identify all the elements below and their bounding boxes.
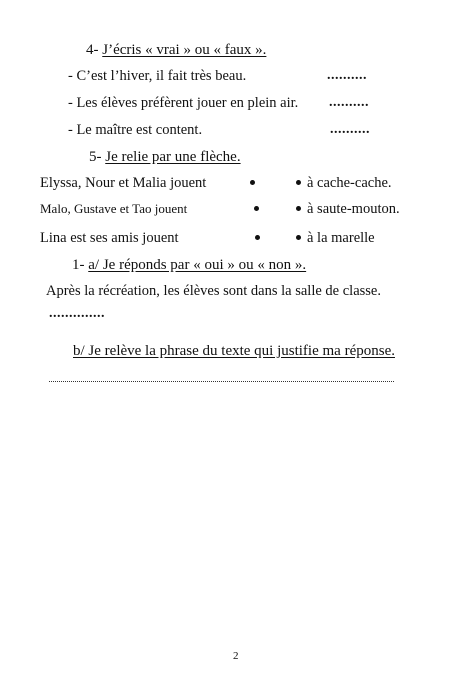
match-right-dot-3[interactable]: [296, 235, 301, 240]
match-right-item-3: à la marelle: [307, 230, 375, 246]
match-left-dot-1[interactable]: [250, 180, 255, 185]
match-left-item-1: Elyssa, Nour et Malia jouent: [40, 175, 207, 191]
statement-2-answer-blank[interactable]: ..........: [329, 95, 369, 110]
exercise-4-number: 4-: [86, 42, 103, 58]
exercise-1b-heading: [73, 342, 395, 360]
match-right-item-2: à saute-mouton.: [307, 201, 400, 217]
exercise-1-statement: Après la récréation, les élèves sont dans la salle de classe.: [46, 283, 381, 299]
statement-1-answer-blank[interactable]: ..........: [327, 68, 367, 83]
exercise-4-heading: [86, 41, 266, 59]
match-left-item-3: Lina est ses amis jouent: [40, 230, 179, 246]
page-number: 2: [233, 650, 239, 662]
statement-1: - C’est l’hiver, il fait très beau.: [68, 68, 247, 84]
match-left-item-2: Malo, Gustave et Tao jouent: [40, 201, 188, 216]
match-left-dot-2[interactable]: [254, 206, 259, 211]
statement-3: - Le maître est content.: [68, 122, 203, 138]
match-right-item-1: à cache-cache.: [307, 175, 392, 191]
exercise-1a-instruction: a/ Je réponds par « oui » ou « non ».: [88, 257, 307, 273]
exercise-1a-heading: [72, 256, 306, 274]
statement-3-answer-blank[interactable]: ..........: [330, 122, 370, 137]
exercise-1-answer-blank[interactable]: ..............: [49, 306, 105, 321]
exercise-5-heading: [89, 148, 241, 166]
exercise-4-instruction: J’écris « vrai » ou « faux ».: [102, 42, 267, 58]
answer-dotted-line[interactable]: [49, 381, 394, 382]
match-right-dot-1[interactable]: [296, 180, 301, 185]
exercise-5-number: 5-: [89, 149, 106, 165]
match-right-dot-2[interactable]: [296, 206, 301, 211]
statement-2: - Les élèves préfèrent jouer en plein air.: [68, 95, 299, 111]
match-left-dot-3[interactable]: [255, 235, 260, 240]
exercise-5-instruction: Je relie par une flèche.: [105, 149, 241, 165]
exercise-1b-instruction: b/ Je relève la phrase du texte qui justifie ma réponse.: [73, 343, 395, 359]
exercise-1-number: 1-: [72, 257, 89, 273]
